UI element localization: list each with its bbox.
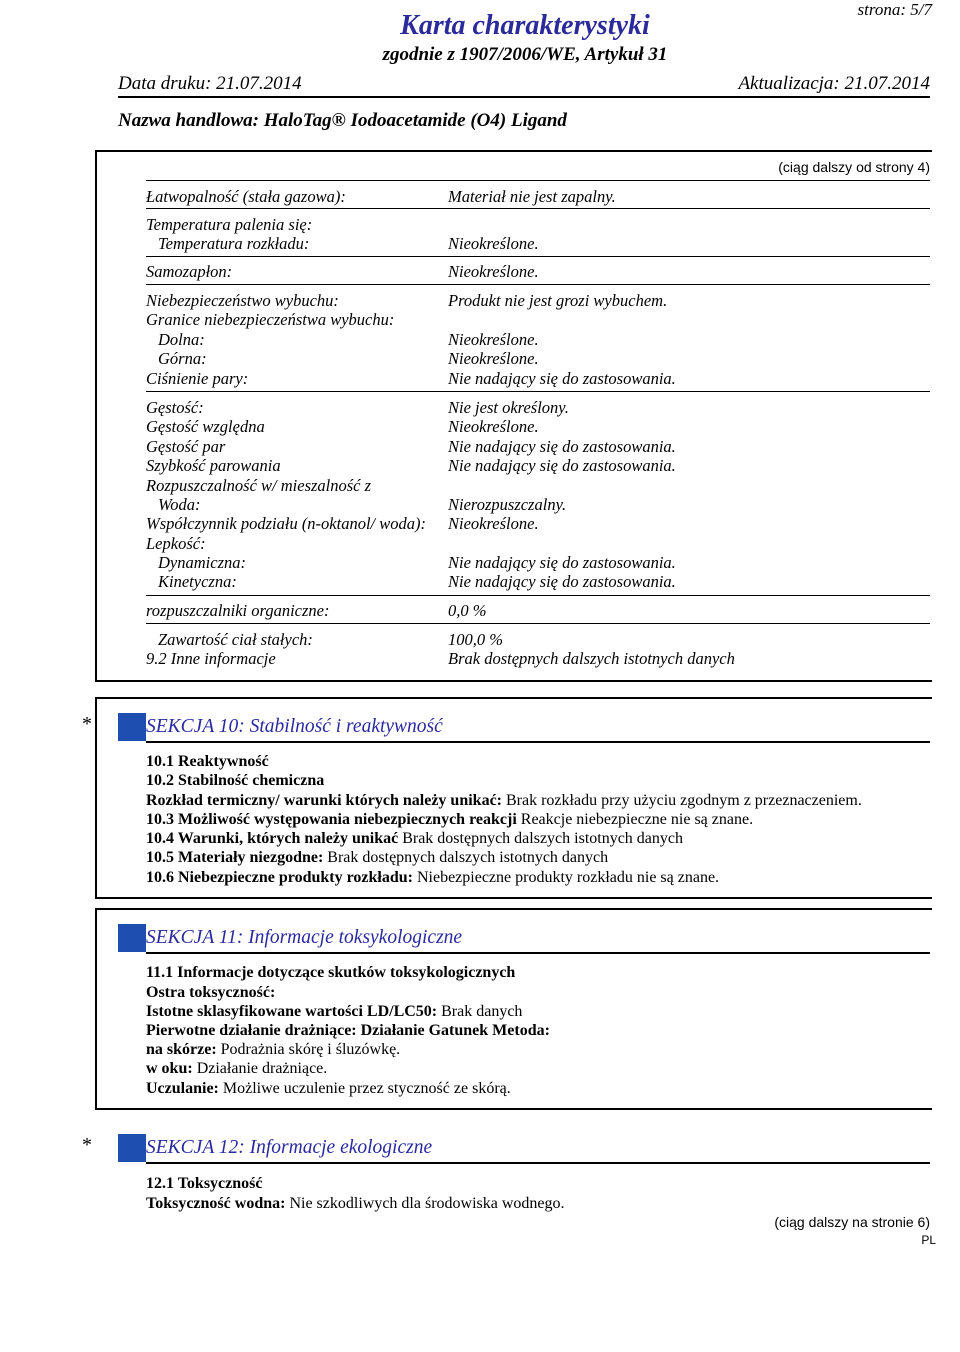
prop-label: Niebezpieczeństwo wybuchu: xyxy=(146,291,339,310)
divider xyxy=(146,595,930,596)
text-line xyxy=(146,869,719,887)
continued-to-note: (ciąg dalszy na stronie 6) xyxy=(774,1214,930,1230)
text-line xyxy=(146,811,753,829)
prop-value: 0,0 % xyxy=(448,601,487,620)
prop-value: Nie nadający się do zastosowania. xyxy=(448,369,676,388)
line-text: Nie szkodliwych dla środowiska wodnego. xyxy=(285,1195,565,1212)
prop-value: Nie nadający się do zastosowania. xyxy=(448,456,676,475)
prop-label: Temperatura rozkładu: xyxy=(158,234,310,253)
prop-label: Górna: xyxy=(158,349,207,368)
line-text: Brak dostępnych dalszych istotnych danych xyxy=(398,830,684,847)
text-line xyxy=(146,1195,565,1213)
divider xyxy=(146,284,930,285)
section-10-title: SEKCJA 10: Stabilność i reaktywność xyxy=(146,713,930,743)
prop-label: Lepkość: xyxy=(146,534,206,553)
prop-value: Brak dostępnych dalszych istotnych danych xyxy=(448,649,735,668)
prop-label: Woda: xyxy=(158,495,201,514)
prop-label: Gęstość par xyxy=(146,437,226,456)
line-label: 10.4 Warunki, których należy unikać xyxy=(146,830,399,847)
prop-label: Łatwopalność (stała gazowa): xyxy=(146,187,346,206)
line-label: Uczulanie: xyxy=(146,1080,219,1097)
changed-marker: * xyxy=(82,713,92,735)
prop-label: Dynamiczna: xyxy=(158,553,246,572)
prop-label: Temperatura palenia się: xyxy=(146,215,313,234)
header-divider xyxy=(118,96,930,98)
prop-value: Nieokreślone. xyxy=(448,349,539,368)
line-text: Niebezpieczne produkty rozkładu nie są znane. xyxy=(412,869,720,886)
prop-value: Nieokreślone. xyxy=(448,514,539,533)
prop-value: Nieokreślone. xyxy=(448,330,539,349)
prop-label: rozpuszczalniki organiczne: xyxy=(146,601,330,620)
section-11-title: SEKCJA 11: Informacje toksykologiczne xyxy=(146,924,930,954)
prop-value: Nieokreślone. xyxy=(448,234,539,253)
prop-value: Nie jest określony. xyxy=(448,398,569,417)
text-line xyxy=(146,830,683,848)
prop-value: Nierozpuszczalny. xyxy=(448,495,567,514)
prop-label: Kinetyczna: xyxy=(158,572,237,591)
divider xyxy=(146,623,930,624)
prop-label: Ciśnienie pary: xyxy=(146,369,249,388)
language-code: PL xyxy=(921,1233,936,1247)
prop-label: Gęstość względna xyxy=(146,417,265,436)
document-subtitle: zgodnie z 1907/2006/WE, Artykuł 31 xyxy=(382,44,668,65)
text-line xyxy=(146,1060,327,1078)
line-label: Toksyczność wodna: xyxy=(146,1195,286,1212)
prop-value: Nie nadający się do zastosowania. xyxy=(448,572,676,591)
text-line xyxy=(146,1041,400,1059)
document-title: Karta charakterystyki xyxy=(400,10,650,41)
prop-label: Gęstość: xyxy=(146,398,204,417)
prop-value: Nieokreślone. xyxy=(448,417,539,436)
prop-label: Zawartość ciał stałych: xyxy=(158,630,313,649)
line-text: Brak rozkładu przy użyciu zgodnym z przeznaczeniem. xyxy=(502,792,862,809)
line-text: Reakcje niebezpieczne nie są znane. xyxy=(516,811,754,828)
prop-value: Nie nadający się do zastosowania. xyxy=(448,553,676,572)
prop-value: Materiał nie jest zapalny. xyxy=(448,187,616,206)
subsection-heading: Ostra toksyczność: xyxy=(146,984,276,1001)
line-text: Działanie drażniące. xyxy=(192,1060,328,1077)
subsection-heading: 12.1 Toksyczność xyxy=(146,1175,263,1192)
line-text: Podrażnia skórę i śluzówkę. xyxy=(216,1041,401,1058)
print-date: Data druku: 21.07.2014 xyxy=(118,73,302,94)
line-label: 10.6 Niebezpieczne produkty rozkładu: xyxy=(146,869,413,886)
line-label: Istotne sklasyfikowane wartości LD/LC50: xyxy=(146,1003,438,1020)
subsection-heading: Pierwotne działanie drażniące: Działanie Gatunek Metoda: xyxy=(146,1022,550,1039)
prop-value: 100,0 % xyxy=(448,630,503,649)
update-date: Aktualizacja: 21.07.2014 xyxy=(738,73,930,94)
line-text: Możliwe uczulenie przez styczność ze skórą. xyxy=(218,1080,511,1097)
divider xyxy=(146,180,930,181)
text-line xyxy=(146,792,862,810)
prop-label: Szybkość parowania xyxy=(146,456,281,475)
divider xyxy=(146,391,930,392)
text-line xyxy=(146,1003,522,1021)
subsection-heading: 11.1 Informacje dotyczące skutków toksykologicznych xyxy=(146,964,516,981)
text-line xyxy=(146,1080,511,1098)
prop-value: Nieokreślone. xyxy=(448,262,539,281)
section-12-title: SEKCJA 12: Informacje ekologiczne xyxy=(146,1134,930,1164)
prop-label: 9.2 Inne informacje xyxy=(146,649,276,668)
line-label: 10.5 Materiały niezgodne: xyxy=(146,849,324,866)
subsection-heading: 10.2 Stabilność chemiczna xyxy=(146,772,325,789)
line-text: Brak dostępnych dalszych istotnych danych xyxy=(323,849,609,866)
prop-label: Granice niebezpieczeństwa wybuchu: xyxy=(146,310,395,329)
line-label: Rozkład termiczny/ warunki których należy unikać: xyxy=(146,792,502,809)
trade-name: Nazwa handlowa: HaloTag® Iodoacetamide (O4) Ligand xyxy=(118,110,567,131)
line-text: Brak danych xyxy=(437,1003,523,1020)
changed-marker: * xyxy=(82,1134,92,1156)
prop-label: Współczynnik podziału (n-oktanol/ woda): xyxy=(146,514,427,533)
page-number: strona: 5/7 xyxy=(857,0,932,19)
prop-value: Nie nadający się do zastosowania. xyxy=(448,437,676,456)
prop-label: Dolna: xyxy=(158,330,205,349)
text-line xyxy=(146,849,608,867)
subsection-heading: 10.1 Reaktywność xyxy=(146,753,269,770)
divider xyxy=(146,256,930,257)
prop-value: Produkt nie jest grozi wybuchem. xyxy=(448,291,668,310)
line-label: w oku: xyxy=(146,1060,193,1077)
prop-label: Samozapłon: xyxy=(146,262,233,281)
divider xyxy=(146,208,930,209)
continued-from-note: (ciąg dalszy od strony 4) xyxy=(778,159,930,175)
line-label: 10.3 Możliwość występowania niebezpiecznych reakcji xyxy=(146,811,517,828)
line-label: na skórze: xyxy=(146,1041,217,1058)
prop-label: Rozpuszczalność w/ mieszalność z xyxy=(146,476,372,495)
